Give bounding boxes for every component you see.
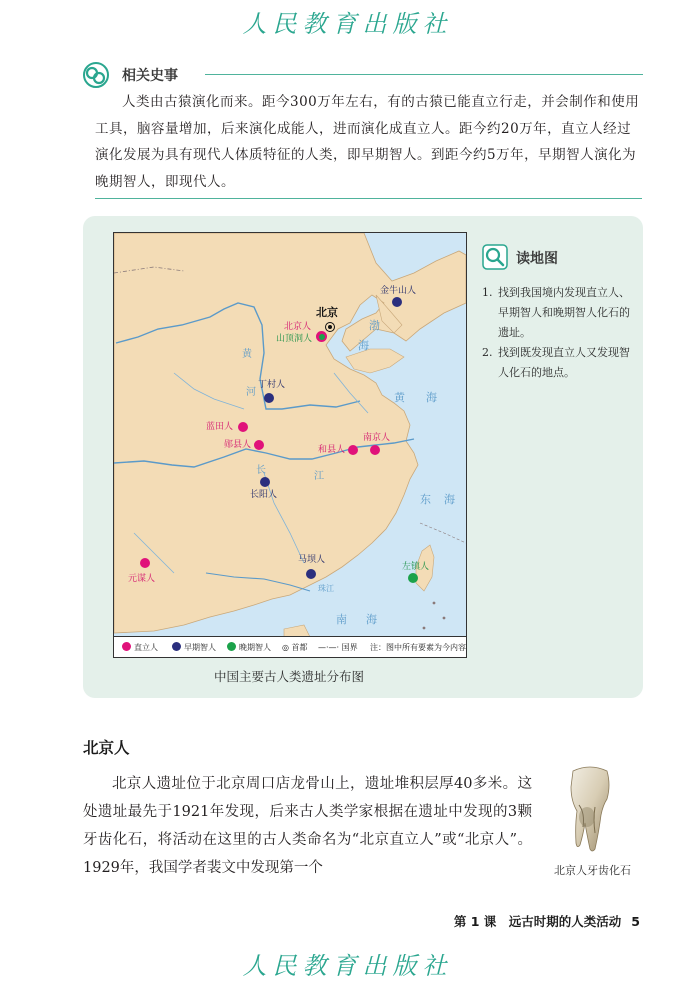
site-label-jinniushan: 金牛山人 — [380, 286, 417, 296]
site-marker-jinniushan — [392, 297, 402, 307]
river-label-he: 河 — [246, 387, 256, 398]
site-label-yunxian: 郧县人 — [224, 440, 252, 450]
map-legend — [114, 636, 466, 657]
site-label-maba: 马坝人 — [298, 555, 326, 565]
site-distribution-map — [113, 232, 467, 658]
river-label-chang: 长 — [256, 465, 266, 476]
tooth-caption: 北京人牙齿化石 — [554, 864, 631, 877]
site-marker-lantian — [238, 422, 248, 432]
read-map-question: 1. 找到我国境内发现直立人、早期智人和晚期智人化石的遗址。 — [482, 286, 630, 339]
site-label-zuozhen: 左镇人 — [402, 562, 430, 572]
capital-icon — [325, 322, 335, 332]
border-legend-icon: —·—· — [318, 643, 342, 652]
legend-homo-erectus: 直立人 — [122, 642, 158, 653]
site-marker-maba — [306, 569, 316, 579]
section-rule — [95, 198, 642, 199]
site-label-lantian: 蓝田人 — [206, 422, 234, 432]
capital-label: 北京 — [316, 306, 338, 319]
legend-late-sapiens: 晚期智人 — [227, 642, 271, 653]
site-marker-dingcun — [264, 393, 274, 403]
site-label-nanjing: 南京人 — [363, 433, 391, 443]
site-marker-yunxian — [254, 440, 264, 450]
sea-label-bo: 渤 — [369, 319, 380, 332]
legend-dot-blue — [172, 642, 181, 651]
site-marker-yuanmou — [140, 558, 150, 568]
river-label-huang: 黄 — [242, 349, 252, 360]
map-graphic — [114, 233, 466, 657]
site-label-shandingdong: 山顶洞人 — [276, 334, 313, 344]
read-map-title: 读地图 — [516, 251, 558, 267]
lesson-title: 第 1 课 远古时期的人类活动 — [453, 914, 622, 929]
legend-note: 注：图中所有要素为今内容 — [370, 643, 466, 652]
sea-label-nan: 南 — [336, 613, 347, 626]
legend-dot-green — [227, 642, 236, 651]
publisher-header: 人民教育出版社 — [242, 10, 453, 38]
sea-label-bo-2: 海 — [358, 339, 369, 352]
site-marker-nanjing — [370, 445, 380, 455]
read-map-question: 2. 找到既发现直立人又发现智人化石的地点。 — [482, 346, 630, 379]
publisher-footer: 人民教育出版社 — [242, 952, 453, 980]
related-history-header — [83, 62, 643, 88]
site-label-yuanmou: 元谋人 — [128, 574, 156, 584]
section-body: 北京人遗址位于北京周口店龙骨山上，遗址堆积层厚40多米。这处遗址最先于1921年发现，后来古人类学家根据在遗址中发现的3颗牙齿化石，将活动在这里的古人类命名为“北京直立人”或“北京人”。1929年，我国学者裴文中发现第一个 — [83, 776, 532, 876]
related-history-body: 人类由古猿演化而来。距今300万年左右，有的古猿已能直立行走，并会制作和使用工具，脑容量增加，后来演化成能人，进而演化成直立人。距今约20万年，直立人经过演化发展为具有现代人体质特征的人类，即早期智人。到距今约5万年，早期智人演化为晚期智人，即现代人。 — [95, 94, 640, 190]
sea-label-nan-2: 海 — [366, 613, 377, 626]
read-map-questions — [482, 283, 638, 383]
site-marker-shandingdong — [319, 334, 325, 340]
site-label-changyang: 长阳人 — [250, 490, 278, 500]
sea-label-huang-2: 海 — [426, 391, 437, 404]
section-title: 北京人 — [83, 739, 130, 757]
site-marker-hexian — [348, 445, 358, 455]
map-caption: 中国主要古人类遗址分布图 — [213, 669, 364, 684]
site-marker-changyang — [260, 477, 270, 487]
sea-label-huang: 黄 — [394, 391, 405, 404]
legend-early-sapiens: 早期智人 — [172, 642, 216, 653]
related-history-icon — [83, 62, 109, 88]
sea-label-dong: 东 — [420, 493, 431, 506]
header-rule — [205, 74, 643, 75]
legend-border: —·—· 国界 — [318, 643, 358, 652]
magnifier-icon — [482, 244, 508, 270]
capital-legend-icon: ◎ — [282, 643, 292, 652]
site-label-beijing: 北京人 — [284, 322, 312, 332]
legend-dot-pink — [122, 642, 131, 651]
tooth-fossil-image — [565, 765, 615, 855]
page-footer — [454, 912, 640, 930]
sea-label-dong-2: 海 — [444, 493, 455, 506]
site-marker-zuozhen — [408, 573, 418, 583]
site-label-hexian: 和县人 — [318, 445, 346, 455]
related-history-title: 相关史事 — [122, 68, 178, 84]
river-label-jiang: 江 — [314, 471, 324, 482]
legend-capital: ◎ 首都 — [282, 643, 308, 652]
site-label-dingcun: 丁村人 — [258, 380, 286, 390]
river-label-zhujiang: 珠江 — [318, 584, 334, 593]
page-number: 5 — [631, 914, 640, 929]
